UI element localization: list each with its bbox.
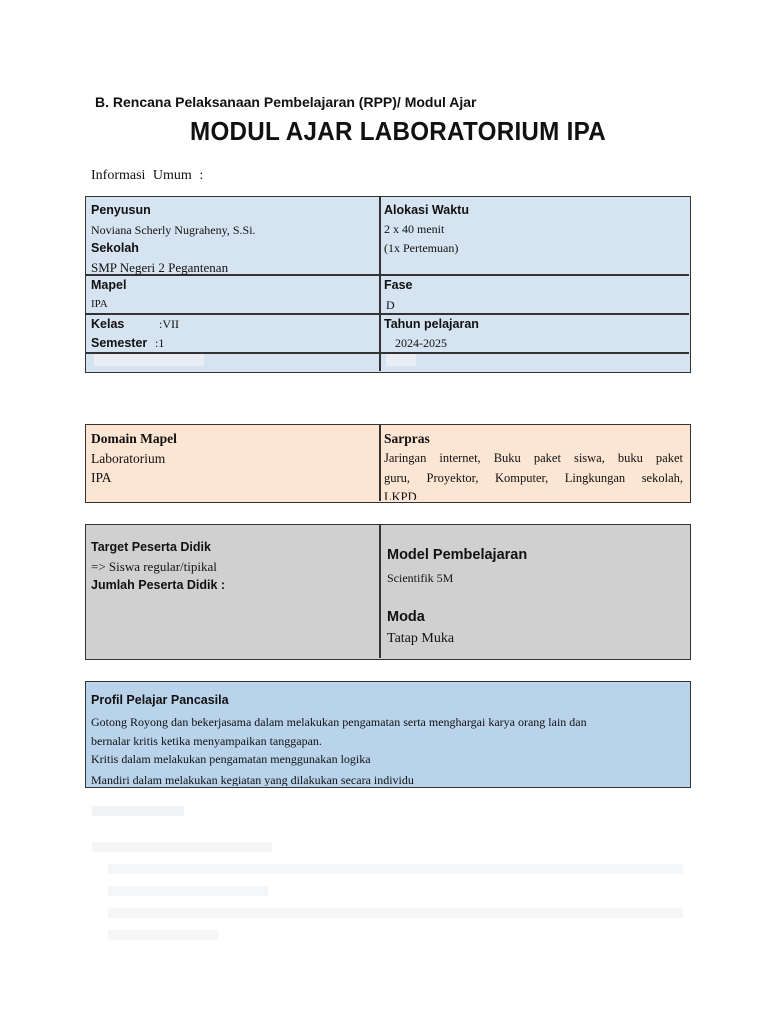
sarpras-line-2: guru, Proyektor, Komputer, Lingkungan sekolah,: [384, 471, 683, 485]
faded-text-block: [108, 930, 218, 940]
faded-text-block: [92, 842, 272, 852]
profil-line-1: Gotong Royong dan bekerjasama dalam melakukan pengamatan serta menghargai karya orang lain dan: [91, 715, 587, 729]
mapel-label: Mapel: [91, 278, 127, 292]
alokasi-waktu-label: Alokasi Waktu: [384, 203, 469, 217]
target-peserta-didik-label: Target Peserta Didik: [91, 540, 211, 554]
info-label: Informasi Umum :: [91, 168, 204, 183]
general-info-table: [85, 196, 691, 373]
kelas-value: :VII: [159, 317, 179, 331]
moda-value: Tatap Muka: [387, 631, 455, 646]
sekolah-label: Sekolah: [91, 241, 139, 255]
faded-text-block: [92, 806, 184, 816]
penyusun-value: Noviana Scherly Nugraheny, S.Si.: [91, 223, 256, 237]
tahun-pelajaran-label: Tahun pelajaran: [384, 317, 479, 331]
kelas-label: Kelas: [91, 317, 125, 331]
profil-pelajar-label: Profil Pelajar Pancasila: [91, 693, 229, 707]
student-model-table: [85, 524, 691, 660]
penyusun-label: Penyusun: [91, 203, 151, 217]
sarpras-line-1: Jaringan internet, Buku paket siswa, buku paket: [384, 451, 683, 465]
document-title: MODUL AJAR LABORATORIUM IPA: [190, 116, 606, 146]
faded-text-block: [108, 886, 268, 896]
model-pembelajaran-value: Scientifik 5M: [387, 571, 454, 585]
profil-line-2: bernalar kritis ketika menyampaikan tanggapan.: [91, 734, 322, 748]
sarpras-label: Sarpras: [384, 431, 430, 446]
fase-value: D: [386, 298, 395, 312]
moda-label: Moda: [387, 609, 425, 625]
faded-text-block: [108, 908, 683, 918]
profil-line-3: Kritis dalam melakukan pengamatan menggunakan logika: [91, 752, 371, 766]
semester-label: Semester: [91, 336, 148, 350]
domain-mapel-value-2: IPA: [91, 470, 112, 485]
section-heading: B. Rencana Pelaksanaan Pembelajaran (RPP)/ Modul Ajar: [95, 94, 477, 110]
domain-sarpras-table: [85, 424, 691, 503]
alokasi-waktu-note: (1x Pertemuan): [384, 241, 459, 255]
target-peserta-didik-value: => Siswa regular/tipikal: [91, 559, 217, 574]
model-pembelajaran-label: Model Pembelajaran: [387, 547, 528, 563]
sarpras-line-3: LKPD: [384, 490, 417, 500]
profil-line-4: Mandiri dalam melakukan kegiatan yang dilakukan secara individu: [91, 773, 414, 786]
jumlah-peserta-didik-label: Jumlah Peserta Didik :: [91, 578, 226, 592]
domain-mapel-label: Domain Mapel: [91, 431, 177, 446]
sekolah-value: SMP Negeri 2 Pegantenan: [91, 260, 229, 275]
fase-label: Fase: [384, 278, 413, 292]
mapel-value: IPA: [91, 298, 108, 310]
profil-pelajar-table: [85, 681, 691, 788]
domain-mapel-value-1: Laboratorium: [91, 451, 166, 466]
faded-text-block: [108, 864, 683, 874]
alokasi-waktu-value: 2 x 40 menit: [384, 222, 445, 236]
tahun-pelajaran-value: 2024-2025: [395, 336, 447, 350]
semester-value: :1: [155, 336, 165, 350]
